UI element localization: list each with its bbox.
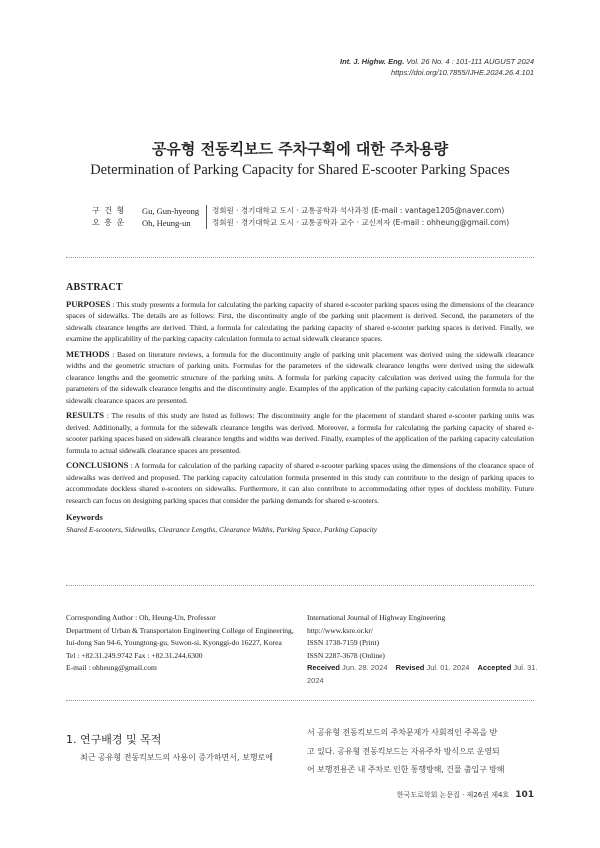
- results-text: : The results of this study are listed as follows: The discontinuity angle for the placement of standard shared e-scooter parking units was derived. Additionally, a formula for the sidewalk clearance lengths was derived. Moreover, a formula for calculating the parking capacity of shared e-scooter parking spaces based on sidewalk clearance lengths and widths was derived. Finally, examples of the application of the parking capacity calculation formula to actual sidewalk clearance spaces are presented.: [66, 411, 534, 455]
- received-label: Received: [307, 663, 340, 672]
- doi-link[interactable]: https://doi.org/10.7855/IJHE.2024.26.4.101: [390, 68, 534, 77]
- results-label: RESULTS: [66, 410, 104, 420]
- journal-name: International Journal of Highway Engineering: [307, 613, 446, 622]
- author-name-ko: 오 흥 운: [92, 218, 126, 227]
- accepted-date: Jul. 31. 2024: [307, 663, 538, 685]
- article-dates: [307, 662, 547, 687]
- abstract-heading: ABSTRACT: [66, 282, 123, 293]
- issn-print: ISSN 1738-7159 (Print): [307, 638, 380, 647]
- methods-label: METHODS: [66, 348, 110, 359]
- abstract-methods: [66, 349, 534, 407]
- abstract-conclusions: [66, 460, 534, 506]
- purposes-text: : This study presents a formula for calculating the parking capacity of shared e-scooter parking spaces using the dimensions of the clearance spaces of sidewalks. The details are as follows: First, the discontinuity angle of the parking unit placement is derived. Second, the parameters of the sidewalk clearance lengths are derived. Third, a formula for calculating the parking capacity of shared e-scooter parking spaces is derived. Finally, we examine the applicability of the parking capacity calculation formula to actual sidewalk clearance spaces.: [66, 299, 534, 343]
- journal-header: [340, 56, 534, 78]
- volume-pages: Vol. 26 No. 4 : 101-111 AUGUST 2024: [406, 57, 534, 66]
- author-affiliation: 정회원 · 경기대학교 도시 · 교통공학과 석사과정 (E-mail : vantage1205@naver.com): [206, 205, 504, 217]
- corr-department: Department of Urban & Transportaion Engineering College of Engineering,: [66, 625, 294, 635]
- corr-address: Iui-dong San 94-6, Youngtong-gu, Suwon-si, Kyonggi-do 16227, Korea: [66, 638, 282, 647]
- journal-info-block: [307, 612, 547, 687]
- page-footer: [397, 790, 534, 800]
- author-affiliation: 정회원 · 경기대학교 도시 · 교통공학과 교수 · 교신저자 (E-mail : ohheung@gmail.com): [206, 217, 509, 229]
- author-block: [92, 205, 509, 229]
- author-row: [92, 205, 509, 217]
- title-korean: 공유형 전동킥보드 주차구획에 대한 주차용량: [151, 140, 449, 158]
- received-date: Jun. 28. 2024: [342, 663, 388, 672]
- conclusions-text: : A formula for calculation of the parking capacity of shared e-scooter parking spaces using the dimensions of the clearance space of sidewalks was derived and proposed. The parking capacity calculation formula presented in this study can contribute to the design of parking spaces to accommodate dockless shared e-scooters on sidewalks. Furthermore, it can also contribute to accommodating other types of dockless mobility. Future research can focus on designing parking spaces that consider the parking demands for shared e-scooters.: [66, 461, 534, 505]
- page-number: 101: [515, 790, 534, 800]
- body-text-left: 최근 공유형 전동킥보드의 사용이 증가하면서, 보행로에: [80, 753, 273, 762]
- corr-tel-fax: Tel : +82.31.249.9742 Fax : +82.31.244.6300: [66, 650, 203, 660]
- issn-online: ISSN 2287-3678 (Online): [307, 650, 385, 660]
- keywords-heading: Keywords: [66, 512, 103, 522]
- divider: [66, 257, 534, 258]
- title-english: Determination of Parking Capacity for Shared E-scooter Parking Spaces: [90, 162, 510, 178]
- keywords-list: Shared E-scooters, Sidewalks, Clearance Lengths, Clearance Widths, Parking Space, Parking Capacity: [66, 524, 378, 534]
- body-text-right: [307, 724, 535, 780]
- body-line: 어 보행전용존 내 주차로 인한 통행방해, 건물 출입구 방해: [307, 765, 505, 774]
- author-name-en: Oh, Heung-un: [142, 218, 191, 228]
- journal-url[interactable]: http://www.ksre.or.kr/: [307, 625, 373, 635]
- accepted-label: Accepted: [477, 663, 512, 672]
- footer-journal: 한국도로학회 논문집 · 제26권 제4호: [396, 791, 510, 799]
- abstract-purposes: [66, 299, 534, 345]
- corresponding-author: Corresponding Author : Oh, Heung-Un, Professor: [66, 613, 216, 622]
- abstract-results: [66, 410, 534, 456]
- revised-label: Revised: [395, 663, 425, 672]
- author-name-en: Gu, Gun-hyeong: [142, 206, 200, 216]
- correspondence-block: [66, 612, 306, 675]
- revised-date: Jul. 01. 2024: [426, 663, 470, 672]
- purposes-label: PURPOSES: [66, 298, 111, 309]
- corr-email[interactable]: E-mail : ohheung@gmail.com: [66, 663, 157, 672]
- author-name-ko: 구 건 형: [92, 206, 126, 215]
- body-line: 서 공유형 전동킥보드의 주차문제가 사회적인 주목을 받: [307, 728, 498, 737]
- divider: [66, 700, 534, 701]
- divider: [66, 585, 534, 586]
- author-row: [92, 217, 509, 229]
- conclusions-label: CONCLUSIONS: [66, 460, 129, 470]
- journal-abbrev: Int. J. Highw. Eng.: [340, 57, 405, 66]
- section-title: 1. 연구배경 및 목적: [66, 733, 162, 746]
- body-line: 고 있다. 공유형 전동킥보드는 자유주차 방식으로 운영되: [307, 746, 500, 756]
- methods-text: : Based on literature reviews, a formula for the discontinuity angle of parking unit placement was derived using the sidewalk clearance widths and the geometric structure of parking units. Formulas for the parameters of the sidewalk clearance lengths were derived using the sidewalk clearance lengths and the geometric structure of the parking units. A formula for parking capacity calculation was derived using the formula for the parameters of the sidewalk clearance lengths and the discontinuity angle. Examples of the application of the parking capacity calculation formula to actual sidewalk clearance spaces are presented.: [66, 349, 534, 405]
- abstract-section: [66, 282, 534, 535]
